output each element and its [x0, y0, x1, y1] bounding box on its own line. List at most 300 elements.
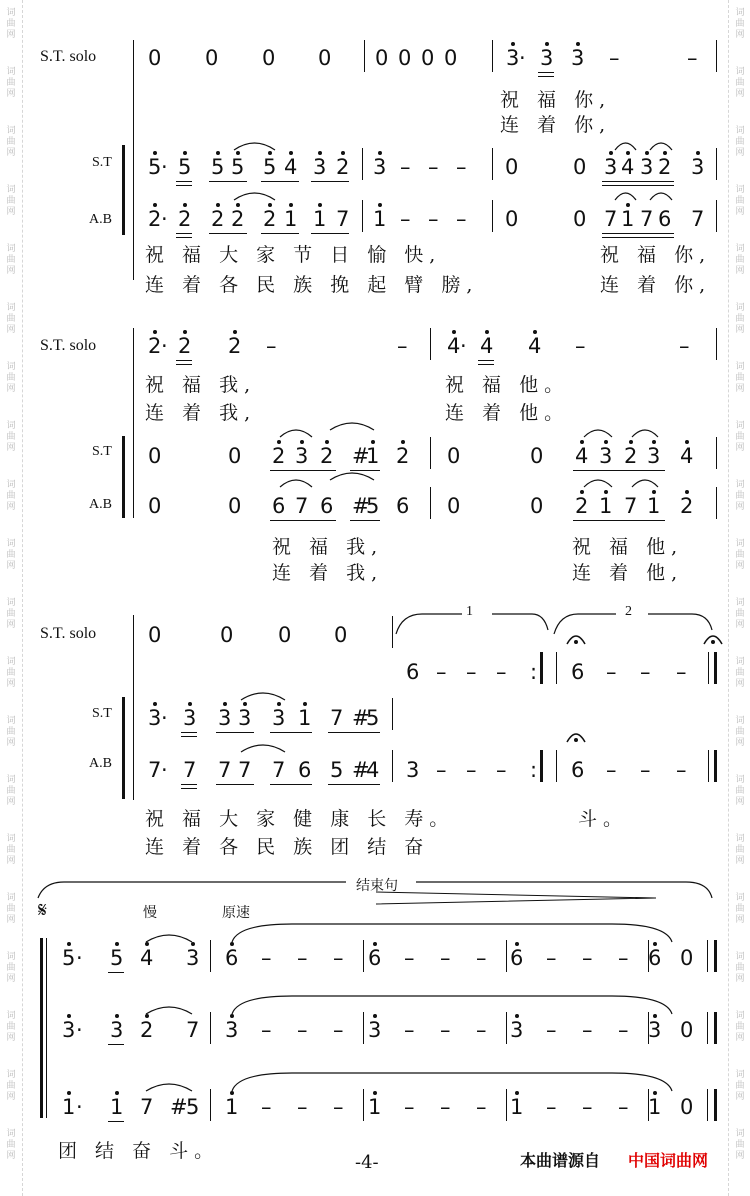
underline-beam [270, 470, 336, 471]
coda-label: 结束句 [356, 879, 398, 894]
note-digit: – [618, 1018, 629, 1042]
note-digit: 5 [263, 155, 277, 179]
high-octave-dot [67, 1014, 71, 1018]
note-digit: 1 [648, 1095, 662, 1119]
note-digit: – [436, 758, 447, 782]
watermark-text: 词 曲 网 [6, 539, 16, 571]
note-digit: 6 [658, 207, 672, 231]
watermark-text: 词 曲 网 [6, 244, 16, 276]
note-digit: – [476, 1095, 487, 1119]
underline-beam [573, 470, 665, 471]
note-digit: 1 [621, 207, 635, 231]
note-digit: 6 [272, 494, 286, 518]
final-bar-line [40, 938, 43, 1118]
underline-beam [538, 76, 554, 77]
bar-line [506, 1089, 507, 1121]
high-octave-dot [236, 203, 240, 207]
note-digit: # [352, 494, 370, 518]
note-digit: 0 [228, 444, 242, 468]
watermark-text: 词 曲 网 [735, 893, 745, 925]
system1-lyric-2: 连 着 各 民 族 挽 起 臂 膀, [145, 274, 479, 296]
part-label-solo-3: S.T. solo [40, 625, 97, 642]
high-octave-dot [223, 702, 227, 706]
watermark-text: 词 曲 网 [6, 303, 16, 335]
underline-beam [350, 520, 380, 521]
system2-lyric-left-2: 连 着 我, [272, 562, 384, 584]
right-dashed-border [728, 0, 729, 1196]
watermark-text: 词 曲 网 [735, 126, 745, 158]
bar-line [708, 750, 709, 782]
tie-arc [232, 922, 672, 944]
high-octave-dot [485, 330, 489, 334]
high-octave-dot [378, 151, 382, 155]
note-digit: 6 [320, 494, 334, 518]
slur [234, 190, 275, 202]
high-octave-dot [545, 42, 549, 46]
note-digit: – [575, 334, 586, 358]
slur [280, 477, 312, 489]
note-digit: 4 [447, 334, 461, 358]
system2-solo-lyric-2: 连 着 我, [145, 402, 257, 424]
note-digit: – [606, 758, 617, 782]
fermata-icon [566, 632, 586, 646]
note-digit: 0 [148, 623, 162, 647]
note-digit: 3 [604, 155, 618, 179]
underline-beam [176, 181, 192, 182]
note-digit: – [266, 334, 277, 358]
underline-beam [602, 237, 674, 238]
bar-line [210, 1012, 211, 1044]
note-digit: 0 [680, 946, 694, 970]
note-digit: – [466, 758, 477, 782]
note-digit: 7 [691, 207, 705, 231]
note-digit: 6 [510, 946, 524, 970]
bar-line [716, 200, 717, 232]
high-octave-dot [277, 702, 281, 706]
bar-line [392, 750, 393, 782]
watermark-text: 词 曲 网 [735, 421, 745, 453]
slur [146, 1081, 192, 1093]
note-digit: – [496, 758, 507, 782]
underline-beam [216, 784, 254, 785]
note-digit: – [456, 207, 467, 231]
high-octave-dot [371, 440, 375, 444]
high-octave-dot [609, 151, 613, 155]
left-dashed-border [22, 0, 23, 1196]
note-digit: 6 [648, 946, 662, 970]
watermark-text: 词 曲 网 [735, 362, 745, 394]
note-digit: 4 [480, 334, 494, 358]
note-digit: 7 [330, 706, 344, 730]
underline-beam [176, 233, 192, 234]
slur [146, 932, 192, 944]
watermark-text: 词 曲 网 [6, 8, 16, 40]
underline-beam [478, 364, 494, 365]
note-digit: 0 [398, 46, 412, 70]
note-digit: 5 [186, 1095, 200, 1119]
note-digit: 7 [183, 758, 197, 782]
final-bar-line [540, 652, 543, 684]
note-digit: – [297, 1095, 308, 1119]
slur [650, 140, 672, 152]
watermark-text: 词 曲 网 [735, 67, 745, 99]
note-digit: – [546, 1018, 557, 1042]
system3-lyric-2: 连 着 各 民 族 团 结 奋 [145, 836, 430, 858]
note-digit: 0 [318, 46, 332, 70]
note-digit: – [676, 758, 687, 782]
watermark-text: 词 曲 网 [735, 244, 745, 276]
system3-left-line [133, 615, 134, 800]
watermark-text: 词 曲 网 [6, 1129, 16, 1161]
system1-lyric-right-2: 连 着 你, [600, 274, 712, 296]
note-digit: 3 [506, 46, 520, 70]
note-digit: 3 [406, 758, 420, 782]
note-digit: 0 [278, 623, 292, 647]
note-digit: · [161, 758, 168, 782]
note-digit: 0 [262, 46, 276, 70]
note-digit: 4 [366, 758, 380, 782]
high-octave-dot [183, 151, 187, 155]
note-digit: 2 [228, 334, 242, 358]
system2-solo-lyric-right-1: 祝 福 他。 [445, 374, 570, 396]
watermark-text: 词 曲 网 [6, 421, 16, 453]
high-octave-dot [183, 330, 187, 334]
note-digit: # [352, 706, 370, 730]
note-digit: 3 [238, 706, 252, 730]
part-label-ab-2: A.B [89, 497, 112, 512]
note-digit: 2 [680, 494, 694, 518]
note-digit: – [297, 946, 308, 970]
high-octave-dot [652, 490, 656, 494]
source-label: 本曲谱源自 [520, 1151, 601, 1170]
note-digit: 3 [183, 706, 197, 730]
note-digit: 5 [330, 758, 344, 782]
watermark-text: 词 曲 网 [6, 1011, 16, 1043]
note-digit: 0 [530, 444, 544, 468]
note-digit: 6 [571, 758, 585, 782]
system3-bracket [122, 697, 125, 799]
bar-line [707, 940, 708, 972]
note-digit: · [76, 1095, 83, 1119]
note-digit: – [676, 660, 687, 684]
bar-line [707, 1089, 708, 1121]
note-digit: – [333, 946, 344, 970]
underline-beam [261, 233, 299, 234]
fermata-icon [566, 730, 586, 744]
watermark-text: 词 曲 网 [6, 126, 16, 158]
note-digit: – [333, 1018, 344, 1042]
underline-beam [176, 360, 192, 361]
bar-line [716, 328, 717, 360]
note-digit: # [352, 758, 370, 782]
slur [280, 427, 312, 439]
note-digit: 3 [599, 444, 613, 468]
note-digit: – [428, 155, 439, 179]
high-octave-dot [67, 942, 71, 946]
note-digit: 0 [447, 444, 461, 468]
watermark-text: 词 曲 网 [6, 775, 16, 807]
part-label-solo-2: S.T. solo [40, 337, 97, 354]
underline-beam [602, 185, 674, 186]
part-label-ab: A.B [89, 212, 112, 227]
high-octave-dot [629, 440, 633, 444]
bar-line [363, 940, 364, 972]
high-octave-dot [576, 42, 580, 46]
note-digit: 5 [211, 155, 225, 179]
system-left-line [133, 40, 134, 280]
note-digit: 6 [406, 660, 420, 684]
note-digit: 6 [571, 660, 585, 684]
high-octave-dot [685, 440, 689, 444]
bar-line [716, 40, 717, 72]
system2-lyric-left-1: 祝 福 我, [272, 536, 384, 558]
note-digit: 7 [148, 758, 162, 782]
note-digit: · [460, 334, 467, 358]
note-digit: 0 [205, 46, 219, 70]
part-label-st: S.T [92, 155, 112, 170]
tempo-original: 原速 [222, 906, 250, 921]
high-octave-dot [115, 942, 119, 946]
underline-beam [181, 732, 197, 733]
note-digit: – [440, 946, 451, 970]
watermark-text: 词 曲 网 [6, 67, 16, 99]
note-digit: · [519, 46, 526, 70]
underline-beam [209, 181, 247, 182]
high-octave-dot [580, 490, 584, 494]
watermark-text: 词 曲 网 [735, 539, 745, 571]
bar-line [362, 200, 363, 232]
note-digit: – [687, 46, 698, 70]
note-digit: – [261, 946, 272, 970]
note-digit: 2 [263, 207, 277, 231]
system1-lyric-1: 祝 福 大 家 节 日 愉 快, [145, 244, 442, 266]
note-digit: – [582, 1095, 593, 1119]
note-digit: 0 [228, 494, 242, 518]
high-octave-dot [645, 151, 649, 155]
high-octave-dot [696, 151, 700, 155]
high-octave-dot [243, 702, 247, 706]
note-digit: 5 [110, 946, 124, 970]
note-digit: 6 [225, 946, 239, 970]
note-digit: 6 [298, 758, 312, 782]
system1-bracket [122, 145, 125, 235]
note-digit: 2 [575, 494, 589, 518]
system1-lyric-right-1: 祝 福 你, [600, 244, 712, 266]
note-digit: 3 [186, 946, 200, 970]
system2-left-line [133, 328, 134, 518]
high-octave-dot [652, 440, 656, 444]
note-digit: 5 [366, 706, 380, 730]
note-digit: – [428, 207, 439, 231]
note-digit: 1 [368, 1095, 382, 1119]
note-digit: 2 [272, 444, 286, 468]
note-digit: – [297, 1018, 308, 1042]
underline-beam [328, 732, 380, 733]
note-digit: 2 [148, 334, 162, 358]
slur [632, 427, 658, 439]
volta-1-label: 1 [466, 604, 473, 619]
system2-bracket [122, 436, 125, 518]
note-digit: · [76, 946, 83, 970]
note-digit: 4 [284, 155, 298, 179]
note-digit: 5 [148, 155, 162, 179]
note-digit: – [496, 660, 507, 684]
underline-beam [478, 360, 494, 361]
note-digit: 3 [373, 155, 387, 179]
tie-arc [232, 994, 672, 1016]
note-digit: 0 [421, 46, 435, 70]
note-digit: – [606, 660, 617, 684]
note-digit: 7 [238, 758, 252, 782]
note-digit: – [466, 660, 477, 684]
high-octave-dot [533, 330, 537, 334]
high-octave-dot [604, 440, 608, 444]
underline-beam [216, 732, 254, 733]
watermark-text: 词 曲 网 [735, 303, 745, 335]
note-digit: 3 [218, 706, 232, 730]
high-octave-dot [216, 151, 220, 155]
note-digit: 3 [62, 1018, 76, 1042]
note-digit: 2 [658, 155, 672, 179]
high-octave-dot [318, 151, 322, 155]
bar-line [716, 487, 717, 519]
high-octave-dot [153, 702, 157, 706]
watermark-text: 词 曲 网 [6, 1070, 16, 1102]
note-digit: 1 [62, 1095, 76, 1119]
note-digit: 7 [140, 1095, 154, 1119]
note-digit: – [618, 946, 629, 970]
note-digit: 2 [178, 334, 192, 358]
bar-line [210, 940, 211, 972]
bar-line [492, 200, 493, 232]
note-digit: – [261, 1018, 272, 1042]
note-digit: 6 [396, 494, 410, 518]
bar-line [707, 1012, 708, 1044]
note-digit: – [333, 1095, 344, 1119]
underline-beam [108, 1044, 124, 1045]
high-octave-dot [401, 440, 405, 444]
note-digit: 2 [211, 207, 225, 231]
final-bar-line [540, 750, 543, 782]
note-digit: 0 [148, 494, 162, 518]
slur [234, 140, 275, 152]
underline-beam [538, 72, 554, 73]
watermark-text: 词 曲 网 [6, 362, 16, 394]
watermark-text: 词 曲 网 [6, 834, 16, 866]
high-octave-dot [233, 330, 237, 334]
watermark-text: 词 曲 网 [735, 834, 745, 866]
system2-lyric-right-1: 祝 福 他, [572, 536, 684, 558]
note-digit: 3 [647, 444, 661, 468]
note-digit: 4 [575, 444, 589, 468]
note-digit: – [400, 155, 411, 179]
watermark-text: 词 曲 网 [735, 598, 745, 630]
slur [330, 420, 374, 432]
slur [146, 1004, 192, 1016]
note-digit: 0 [375, 46, 389, 70]
system2-solo-lyric-1: 祝 福 我, [145, 374, 257, 396]
note-digit: # [170, 1095, 188, 1119]
bar-line [362, 148, 363, 180]
note-digit: 2 [140, 1018, 154, 1042]
note-digit: 3 [272, 706, 286, 730]
high-octave-dot [580, 440, 584, 444]
high-octave-dot [67, 1091, 71, 1095]
high-octave-dot [115, 1091, 119, 1095]
part-label-solo: S.T. solo [40, 48, 97, 65]
watermark-text: 词 曲 网 [735, 185, 745, 217]
note-digit: – [436, 660, 447, 684]
high-octave-dot [115, 1014, 119, 1018]
note-digit: – [456, 155, 467, 179]
high-octave-dot [153, 203, 157, 207]
note-digit: – [404, 1018, 415, 1042]
note-digit: 3 [640, 155, 654, 179]
underline-beam [181, 784, 197, 785]
note-digit: – [476, 1018, 487, 1042]
high-octave-dot [341, 151, 345, 155]
underline-beam [328, 784, 380, 785]
note-digit: 3 [691, 155, 705, 179]
note-digit: – [679, 334, 690, 358]
high-octave-dot [626, 203, 630, 207]
final-bar-line [714, 652, 717, 684]
note-digit: 7 [640, 207, 654, 231]
note-digit: 7 [336, 207, 350, 231]
system3-lyric-1: 祝 福 大 家 健 康 长 寿。 [145, 808, 455, 830]
note-digit: – [546, 946, 557, 970]
note-digit: 1 [366, 444, 380, 468]
note-digit: – [640, 660, 651, 684]
note-digit: 0 [505, 155, 519, 179]
source-site: 中国词曲网 [628, 1151, 709, 1170]
note-digit: 7 [218, 758, 232, 782]
underline-beam [573, 520, 665, 521]
underline-beam [602, 233, 674, 234]
bar-line [556, 750, 557, 782]
note-digit: 3 [148, 706, 162, 730]
bar-line [364, 40, 365, 72]
bar-line [506, 1012, 507, 1044]
slur [615, 190, 636, 202]
note-digit: – [546, 1095, 557, 1119]
underline-beam [602, 181, 674, 182]
note-digit: 4 [528, 334, 542, 358]
underline-beam [270, 784, 312, 785]
note-digit: 3 [510, 1018, 524, 1042]
watermark-text: 词 曲 网 [6, 657, 16, 689]
slur [330, 470, 374, 482]
note-digit: 0 [573, 207, 587, 231]
watermark-text: 词 曲 网 [735, 8, 745, 40]
note-digit: 7 [624, 494, 638, 518]
bar-line [210, 1089, 211, 1121]
note-digit: 1 [225, 1095, 239, 1119]
underline-beam [311, 181, 349, 182]
bar-line [430, 328, 431, 360]
note-digit: · [161, 155, 168, 179]
slur [584, 477, 612, 489]
slur [584, 427, 612, 439]
note-digit: : [530, 758, 538, 782]
note-digit: 0 [334, 623, 348, 647]
bar-line [492, 148, 493, 180]
high-octave-dot [153, 330, 157, 334]
note-digit: – [397, 334, 408, 358]
note-digit: – [618, 1095, 629, 1119]
watermark-text: 词 曲 网 [6, 598, 16, 630]
watermark-text: 词 曲 网 [735, 1011, 745, 1043]
